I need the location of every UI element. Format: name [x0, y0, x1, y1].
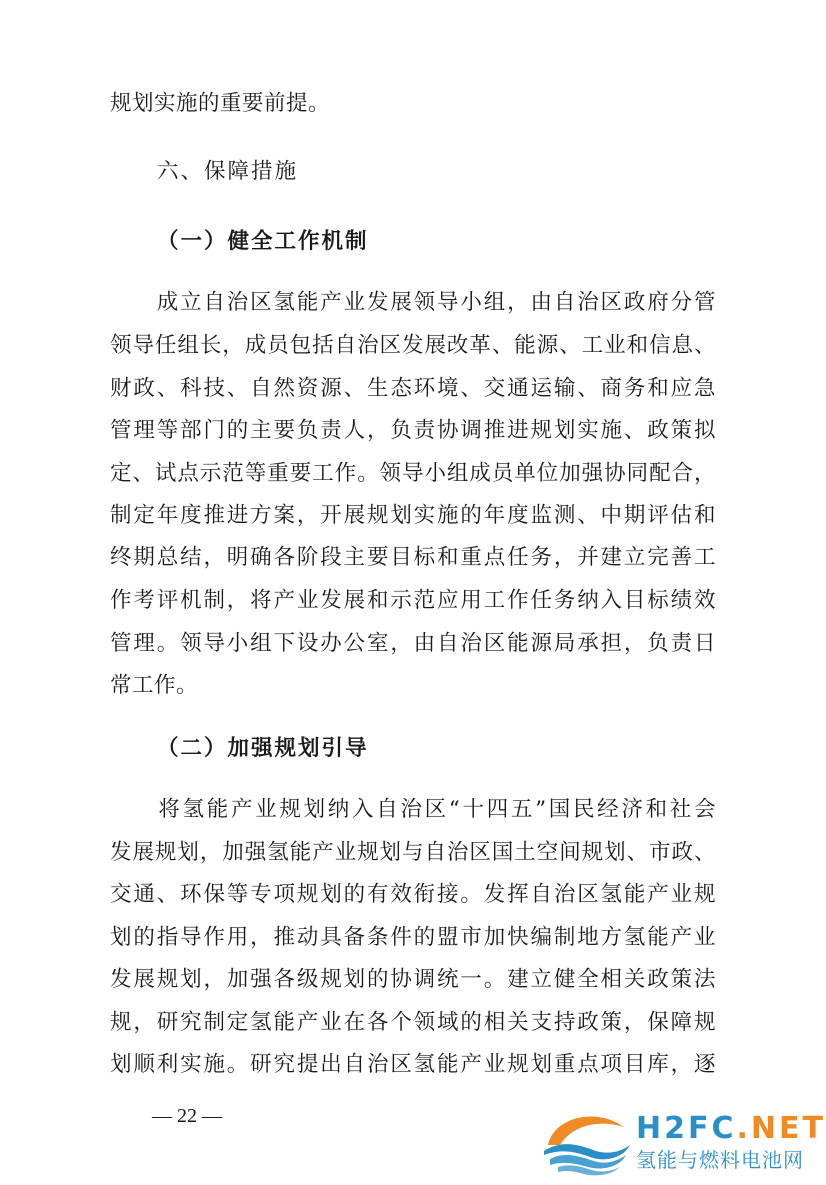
watermark-subtitle: 氢能与燃料电池网 — [636, 1148, 804, 1172]
watermark-title-part2: .NET — [736, 1111, 826, 1146]
paragraph-line: 发展规划，加强各级规划的协调统一。建立健全相关政策法 — [110, 967, 716, 992]
paragraph-line: 领导任组长，成员包括自治区发展改革、能源、工业和信息、 — [110, 333, 716, 358]
subsection-title-1: （一）健全工作机制 — [157, 229, 369, 254]
watermark-title — [636, 1112, 826, 1146]
paragraph-line: 发展规划，加强氢能产业规划与自治区国土空间规划、市政、 — [110, 840, 716, 865]
paragraph-line: 划的指导作用，推动具备条件的盟市加快编制地方氢能产业 — [110, 925, 716, 950]
paragraph-line: 交通、环保等专项规划的有效衔接。发挥自治区氢能产业规 — [110, 882, 716, 907]
paragraph-line: 成立自治区氢能产业发展领导小组，由自治区政府分管 — [110, 290, 716, 315]
water-wave-icon — [540, 1105, 632, 1175]
paragraph-line: 财政、科技、自然资源、生态环境、交通运输、商务和应急 — [110, 376, 716, 401]
paragraph-line: 制定年度推进方案，开展规划实施的年度监测、中期评估和 — [110, 503, 716, 528]
section-title: 六、保障措施 — [157, 159, 299, 184]
intro-line: 规划实施的重要前提。 — [110, 91, 331, 116]
paragraph-line: 规，研究制定氢能产业在各个领域的相关支持政策，保障规 — [110, 1010, 716, 1035]
paragraph-line: 常工作。 — [110, 673, 199, 698]
paragraph-line: 管理等部门的主要负责人，负责协调推进规划实施、政策拟 — [110, 418, 716, 443]
paragraph-line: 管理。领导小组下设办公室，由自治区能源局承担，负责日 — [110, 631, 716, 656]
page-number: — 22 — — [152, 1105, 222, 1127]
paragraph-line: 定、试点示范等重要工作。领导小组成员单位加强协同配合， — [110, 461, 716, 486]
watermark-title-part1: H2FC — [636, 1111, 737, 1146]
subsection-title-2: （二）加强规划引导 — [157, 736, 369, 761]
paragraph-line: 终期总结，明确各阶段主要目标和重点任务，并建立完善工 — [110, 545, 716, 570]
watermark-logo — [540, 1100, 826, 1180]
paragraph-line: 划顺利实施。研究提出自治区氢能产业规划重点项目库，逐 — [110, 1052, 716, 1077]
paragraph-line: 作考评机制，将产业发展和示范应用工作任务纳入目标绩效 — [110, 588, 716, 613]
paragraph-line: 将氢能产业规划纳入自治区“十四五”国民经济和社会 — [110, 797, 716, 822]
